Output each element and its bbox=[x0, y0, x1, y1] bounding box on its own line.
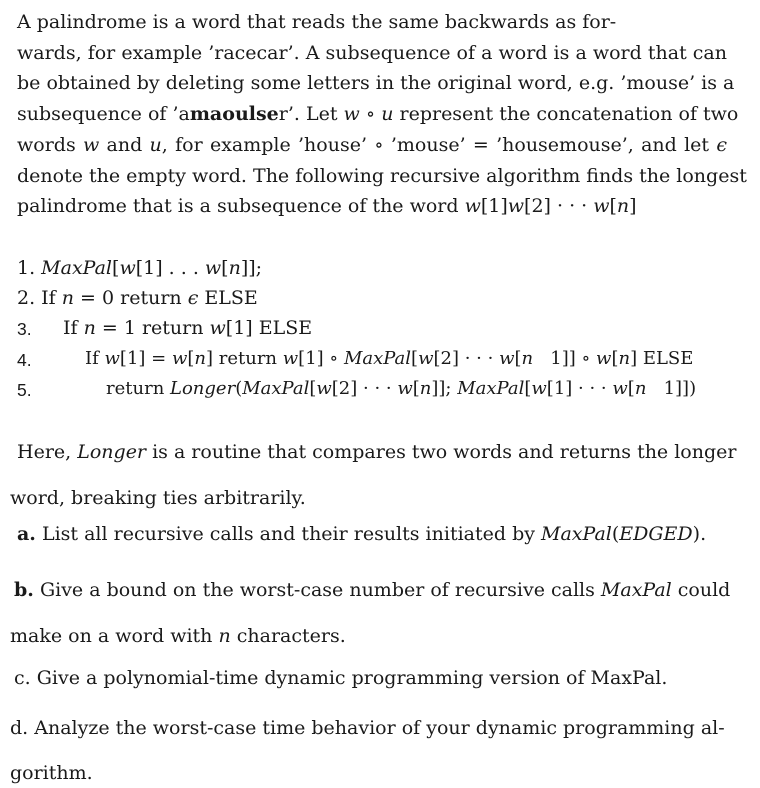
math-var: w bbox=[507, 195, 525, 217]
longer-desc-line-1 bbox=[17, 440, 737, 464]
text: [2] · · · bbox=[331, 378, 398, 399]
intro-line-4 bbox=[17, 102, 739, 126]
math-var: n bbox=[634, 378, 647, 399]
text: [1] = bbox=[119, 348, 172, 369]
text: wards, for example ’racecar’. A subsequence of a word is a word that can bbox=[17, 42, 727, 64]
text: gorithm. bbox=[10, 762, 93, 784]
text: d. Analyze the worst-case time behavior of your dynamic programming al- bbox=[10, 717, 725, 739]
text: [1] ELSE bbox=[225, 317, 313, 339]
math-func: MaxPal bbox=[343, 348, 412, 369]
text: ∘ bbox=[359, 103, 382, 125]
math-var: w bbox=[104, 348, 120, 369]
math-func: MaxPal bbox=[41, 257, 113, 279]
bold-letters: se bbox=[255, 103, 279, 125]
math-var: w bbox=[119, 257, 136, 279]
bold-letters: u bbox=[234, 103, 249, 125]
text: [ bbox=[411, 348, 419, 369]
text: [2] · · · bbox=[433, 348, 500, 369]
math-func: Longer bbox=[77, 441, 147, 463]
question-c bbox=[14, 666, 667, 690]
math-func: MaxPal bbox=[600, 579, 672, 601]
text: words bbox=[17, 134, 83, 156]
text: ( bbox=[611, 523, 620, 545]
text: characters. bbox=[230, 625, 346, 647]
algo-step-1 bbox=[17, 256, 262, 280]
text: [1] . . . bbox=[135, 257, 205, 279]
math-var: w bbox=[343, 103, 360, 125]
math-var: n bbox=[419, 378, 432, 399]
math-var: w bbox=[171, 348, 188, 369]
math-func: MaxPal bbox=[242, 378, 310, 399]
math-var: n bbox=[83, 317, 96, 339]
math-var: n bbox=[228, 257, 241, 279]
text: [ bbox=[514, 348, 522, 369]
question-label: b. bbox=[14, 579, 34, 601]
text: [ bbox=[187, 348, 195, 369]
text: 1]] ∘ bbox=[533, 348, 597, 369]
text: represent the concatenation of two bbox=[393, 103, 739, 125]
math-var: ϵ bbox=[716, 134, 727, 156]
bold-letters: ma bbox=[189, 103, 223, 125]
text: denote the empty word. The following recursive algorithm finds the longest bbox=[17, 165, 747, 187]
text: 4. bbox=[17, 350, 32, 370]
text: [ bbox=[309, 378, 317, 399]
algo-step-5-number bbox=[17, 378, 32, 402]
math-var: u bbox=[381, 103, 394, 125]
text: 1. bbox=[17, 257, 42, 279]
math-var: w bbox=[612, 378, 628, 399]
question-b-line-2 bbox=[10, 624, 346, 648]
text: , for example ’house’ ∘ ’mouse’ = ’housemouse’, and let bbox=[161, 134, 717, 156]
text: ). bbox=[692, 523, 707, 545]
text: is a routine that compares two words and returns the longer bbox=[146, 441, 737, 463]
text: ]]; bbox=[431, 378, 458, 399]
question-label: a. bbox=[17, 523, 36, 545]
math-func: MaxPal bbox=[457, 378, 525, 399]
algo-step-4-number bbox=[17, 348, 32, 372]
intro-line-6 bbox=[17, 164, 747, 188]
text: [1] bbox=[480, 195, 508, 217]
math-var: w bbox=[499, 348, 515, 369]
text: 2. If bbox=[17, 287, 62, 309]
math-var: w bbox=[209, 317, 226, 339]
math-var: w bbox=[464, 195, 481, 217]
text: ] ELSE bbox=[630, 348, 694, 369]
text: return bbox=[106, 378, 171, 399]
math-var: EDGED bbox=[619, 523, 693, 545]
intro-line-7 bbox=[17, 194, 717, 218]
text: List all recursive calls and their results initiated by bbox=[35, 523, 542, 545]
math-func: Longer bbox=[170, 378, 236, 399]
math-var: w bbox=[316, 378, 332, 399]
text: [1] ∘ bbox=[298, 348, 344, 369]
math-var: n bbox=[618, 348, 631, 369]
algo-step-2 bbox=[17, 286, 258, 310]
math-var: n bbox=[194, 348, 206, 369]
text: 1]]) bbox=[646, 378, 697, 399]
math-var: u bbox=[149, 134, 162, 156]
text: and bbox=[99, 134, 150, 156]
bold-letters: l bbox=[248, 103, 256, 125]
intro-line-3 bbox=[17, 71, 735, 95]
text: [ bbox=[221, 257, 229, 279]
text: ] bbox=[629, 195, 637, 217]
algo-step-5 bbox=[106, 377, 696, 401]
text: = 0 return bbox=[74, 287, 188, 309]
bold-letters: o bbox=[222, 103, 235, 125]
text: [ bbox=[609, 195, 617, 217]
text: c. Give a polynomial-time dynamic programming version of MaxPal. bbox=[14, 667, 668, 689]
text: palindrome that is a subsequence of the word bbox=[17, 195, 465, 217]
text: [ bbox=[412, 378, 420, 399]
intro-line-5 bbox=[17, 133, 727, 157]
text: Here, bbox=[17, 441, 78, 463]
math-var: w bbox=[204, 257, 222, 279]
text: A palindrome is a word that reads the same backwards as for- bbox=[17, 11, 617, 33]
text: Give a bound on the worst-case number of recursive calls bbox=[33, 579, 601, 601]
longer-desc-line-2 bbox=[10, 486, 306, 510]
math-var: w bbox=[593, 195, 610, 217]
question-a bbox=[17, 522, 723, 546]
question-d-line-1 bbox=[10, 716, 725, 740]
intro-line-2 bbox=[17, 41, 727, 65]
intro-line-1 bbox=[17, 10, 617, 34]
math-var: n bbox=[61, 287, 74, 309]
text: If bbox=[85, 348, 105, 369]
text: [ bbox=[627, 378, 635, 399]
text: If bbox=[63, 317, 84, 339]
text: be obtained by deleting some letters in the original word, e.g. ’mouse’ is a bbox=[17, 72, 735, 94]
math-var: ϵ bbox=[187, 287, 199, 309]
math-var: w bbox=[596, 348, 612, 369]
text: [ bbox=[611, 348, 619, 369]
text: could bbox=[671, 579, 731, 601]
math-var: n bbox=[616, 195, 630, 217]
math-var: n bbox=[521, 348, 534, 369]
text: word, breaking ties arbitrarily. bbox=[10, 487, 306, 509]
math-var: w bbox=[418, 348, 434, 369]
text: 5. bbox=[17, 380, 32, 400]
text: ELSE bbox=[198, 287, 258, 309]
text: [ bbox=[524, 378, 532, 399]
math-var: w bbox=[282, 348, 299, 369]
math-var: w bbox=[82, 134, 100, 156]
text: 3. bbox=[17, 319, 32, 339]
text: ( bbox=[235, 378, 243, 399]
math-var: w bbox=[397, 378, 413, 399]
text: [2] · · · bbox=[524, 195, 594, 217]
text: r’. Let bbox=[278, 103, 344, 125]
text: ] return bbox=[206, 348, 283, 369]
algo-step-3-number bbox=[17, 317, 32, 341]
algo-step-4 bbox=[85, 347, 693, 371]
text: make on a word with bbox=[10, 625, 219, 647]
text: = 1 return bbox=[95, 317, 210, 339]
text: [1] · · · bbox=[546, 378, 613, 399]
question-b-line-1 bbox=[14, 578, 731, 602]
text: [ bbox=[112, 257, 120, 279]
math-var: w bbox=[531, 378, 547, 399]
question-d-line-2 bbox=[10, 761, 93, 785]
text: subsequence of ’a bbox=[17, 103, 190, 125]
algo-step-3 bbox=[63, 316, 312, 340]
math-var: n bbox=[218, 625, 231, 647]
math-func: MaxPal bbox=[541, 523, 612, 545]
text: ]]; bbox=[240, 257, 263, 279]
